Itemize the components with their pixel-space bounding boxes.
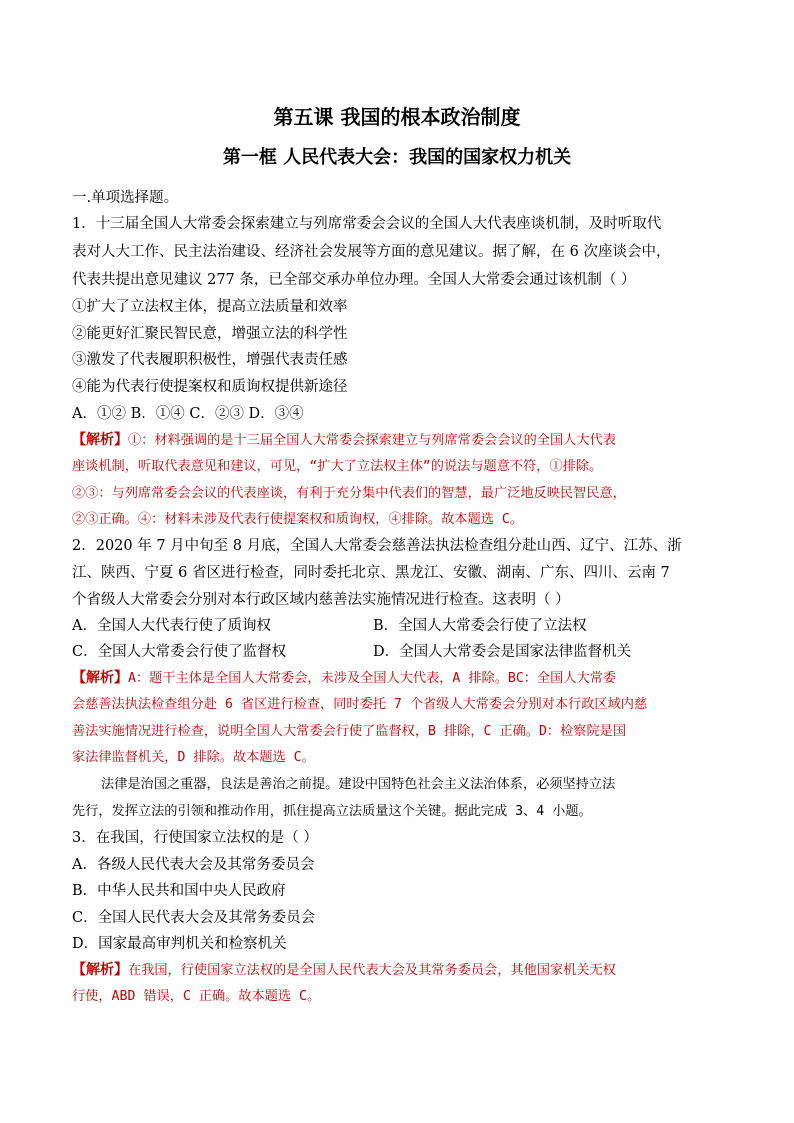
q2-explanation-line <box>72 668 616 689</box>
explanation-tag: 【解析】 <box>72 432 128 448</box>
q2-stem-line: 个省级人大常委会分别对本行政区域内慈善法实施情况进行检查。这表明（ ） <box>72 592 570 608</box>
q2-explanation-line: 家法律监督机关，D 排除。故本题选 C。 <box>72 750 315 765</box>
q3-option: C．全国人民代表大会及其常务委员会 <box>72 910 316 926</box>
section-heading: 一.单项选择题。 <box>72 190 179 206</box>
q2-option-a: A．全国人大代表行使了质询权 <box>72 618 271 634</box>
q1-explanation-line <box>72 430 616 451</box>
q1-explanation-text: ①：材料强调的是十三届全国人大常委会探索建立与列席常委会会议的全国人大代表 <box>128 433 616 448</box>
q1-explanation-line: ②③正确。④：材料未涉及代表行使提案权和质询权，④排除。故本题选 C。 <box>72 512 524 527</box>
q1-explanation-line: 座谈机制，听取代表意见和建议，可见，“扩大了立法权主体”的说法与题意不符，①排除。 <box>72 459 603 474</box>
q2-explanation-text: A：题干主体是全国人大常委会，未涉及全国人大代表，A 排除。BC：全国人大常委 <box>128 671 617 686</box>
q3-stem: 3．在我国，行使国家立法权的是（ ） <box>72 830 318 846</box>
q3-option: D．国家最高审判机关和检察机关 <box>72 936 287 952</box>
q2-option-c: C．全国人大常委会行使了监督权 <box>72 644 287 660</box>
q3-explanation-text: 在我国，行使国家立法权的是全国人民代表大会及其常务委员会，其他国家机关无权 <box>128 963 616 978</box>
material-paragraph: 法律是治国之重器，良法是善治之前提。建设中国特色社会主义法治体系，必须坚持立法 <box>101 777 616 792</box>
q2-explanation-line: 会慈善法执法检查组分赴 6 省区进行检查，同时委托 7 个省级人大常委会分别对本行政区域内慈 <box>72 697 648 712</box>
q3-option: B．中华人民共和国中央人民政府 <box>72 883 286 899</box>
q2-explanation-line: 善法实施情况进行检查，说明全国人大常委会行使了监督权，B 排除，C 正确。D：检察院是国 <box>72 724 627 739</box>
q2-stem-line: 2．2020 年 7 月中旬至 8 月底，全国人大常委会慈善法执法检查组分赴山西、辽宁、江苏、浙 <box>72 538 682 554</box>
q1-options: A．①② B．①④ C．②③ D．③④ <box>72 406 304 422</box>
q1-statement: ③激发了代表履职积极性，增强代表责任感 <box>72 352 348 368</box>
q2-stem-line: 江、陕西、宁夏 6 省区进行检查，同时委托北京、黑龙江、安徽、湖南、广东、四川、云南 7 <box>72 565 670 581</box>
material-paragraph: 先行，发挥立法的引领和推动作用，抓住提高立法质量这个关键。据此完成 3、4 小题。 <box>72 804 592 819</box>
page-subtitle: 第一框 人民代表大会：我国的国家权力机关 <box>222 147 572 168</box>
q3-explanation-line <box>72 960 616 981</box>
q1-statement: ④能为代表行使提案权和质询权提供新途径 <box>72 379 348 395</box>
q2-option-b: B．全国人大常委会行使了立法权 <box>373 618 587 634</box>
q3-explanation-line: 行使，ABD 错误，C 正确。故本题选 C。 <box>72 989 321 1004</box>
q1-stem-line: 代表共提出意见建议 277 条，已全部交承办单位办理。全国人大常委会通过该机制（ ） <box>72 272 636 288</box>
q1-stem-line: 表对人大工作、民主法治建设、经济社会发展等方面的意见建议。据了解，在 6 次座谈会中， <box>72 244 671 260</box>
explanation-tag: 【解析】 <box>72 962 128 978</box>
explanation-tag: 【解析】 <box>72 670 128 686</box>
q1-statement: ①扩大了立法权主体，提高立法质量和效率 <box>72 299 348 315</box>
q1-stem-line: 1．十三届全国人大常委会探索建立与列席常委会会议的全国人大代表座谈机制，及时听取代 <box>72 216 662 232</box>
page-title: 第五课 我国的根本政治制度 <box>273 105 521 129</box>
q1-statement: ②能更好汇聚民智民意，增强立法的科学性 <box>72 326 348 342</box>
q1-explanation-line: ②③：与列席常委会会议的代表座谈，有利于充分集中代表们的智慧，最广泛地反映民智民意， <box>72 486 626 501</box>
q2-option-d: D．全国人大常委会是国家法律监督机关 <box>373 644 632 660</box>
q3-option: A．各级人民代表大会及其常务委员会 <box>72 857 315 873</box>
